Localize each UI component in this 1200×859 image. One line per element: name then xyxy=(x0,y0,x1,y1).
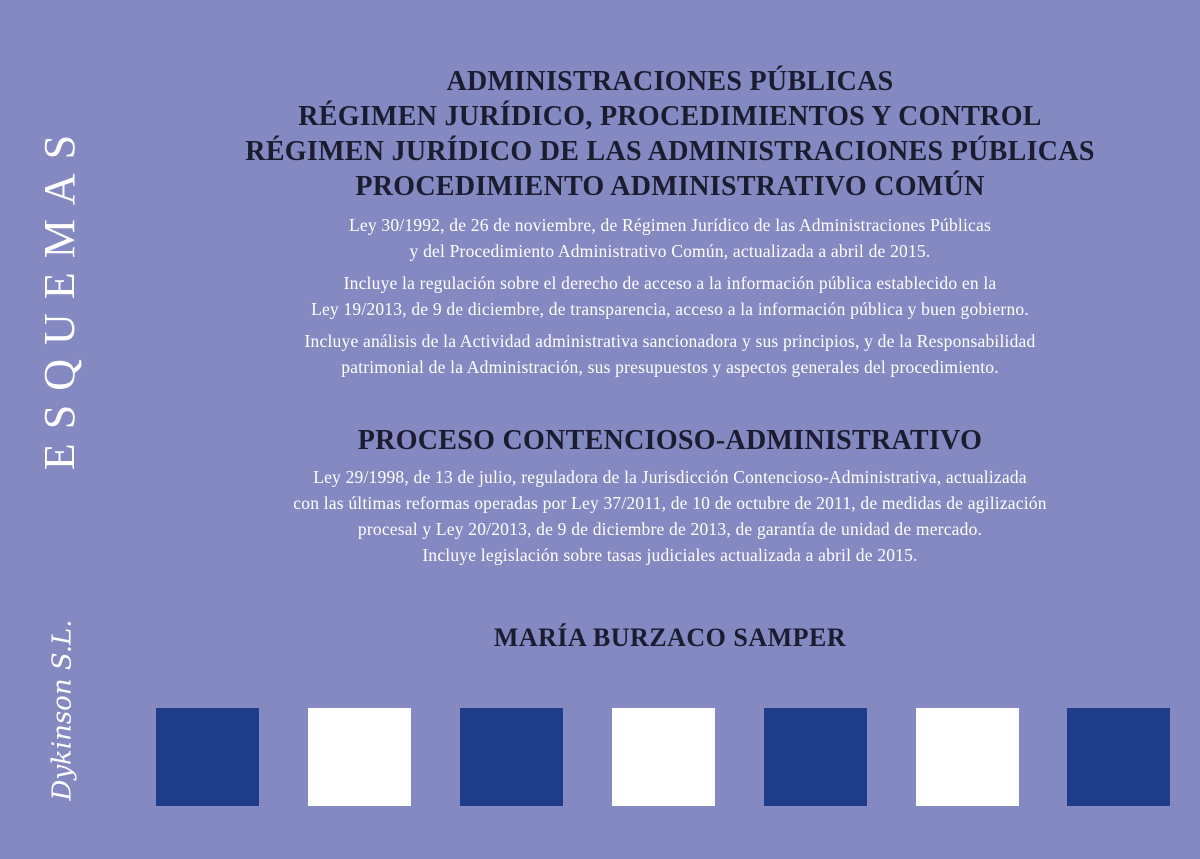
section2-line-3: procesal y Ley 20/2013, de 9 de diciembre de 2013, de garantía de unidad de mercado. xyxy=(357,519,983,539)
section2-line-1: Ley 29/1998, de 13 de julio, reguladora de la Jurisdicción Contencioso-Administrativa, actualizada xyxy=(313,467,1027,487)
title-line-4: PROCEDIMIENTO ADMINISTRATIVO COMÚN xyxy=(355,171,985,202)
section-contencioso xyxy=(120,423,1200,568)
title-block xyxy=(120,64,1200,380)
publisher-logo xyxy=(18,610,108,810)
square-white xyxy=(612,708,715,806)
description-3-line-1: Incluye análisis de la Actividad administrativa sancionadora y sus principios, y de la Responsabilidad xyxy=(304,331,1036,351)
title-line-3: RÉGIMEN JURÍDICO DE LAS ADMINISTRACIONES PÚBLICAS xyxy=(245,136,1095,167)
square-white xyxy=(916,708,1019,806)
section2-line-4: Incluye legislación sobre tasas judiciales actualizada a abril de 2015. xyxy=(422,545,918,565)
description-3-line-2: patrimonial de la Administración, sus presupuestos y aspectos generales del procedimiento. xyxy=(341,357,999,377)
publisher-name: Dykinson S.L. xyxy=(48,619,79,801)
description-2-line-1: Incluye la regulación sobre el derecho de acceso a la información pública establecido en la xyxy=(343,273,997,293)
square-blue xyxy=(460,708,563,806)
square-blue xyxy=(1067,708,1170,806)
square-blue xyxy=(764,708,867,806)
spine-series-title xyxy=(20,120,100,470)
series-label: ESQUEMAS xyxy=(35,120,85,470)
description-2-line-2: Ley 19/2013, de 9 de diciembre, de transparencia, acceso a la información pública y buen gobierno. xyxy=(311,299,1029,319)
description-1-line-2: y del Procedimiento Administrativo Común, actualizada a abril de 2015. xyxy=(409,241,931,261)
square-blue xyxy=(156,708,259,806)
author-name: MARÍA BURZACO SAMPER xyxy=(493,623,847,652)
section2-line-2: con las últimas reformas operadas por Ley 37/2011, de 10 de octubre de 2011, de medidas de agilización xyxy=(293,493,1047,513)
description-1-line-1: Ley 30/1992, de 26 de noviembre, de Régimen Jurídico de las Administraciones Públicas xyxy=(348,215,991,235)
section2-heading: PROCESO CONTENCIOSO-ADMINISTRATIVO xyxy=(357,425,983,456)
title-line-2: RÉGIMEN JURÍDICO, PROCEDIMIENTOS Y CONTROL xyxy=(298,101,1042,132)
title-line-1: ADMINISTRACIONES PÚBLICAS xyxy=(446,66,894,97)
square-white xyxy=(308,708,411,806)
decorative-squares xyxy=(156,708,1170,806)
